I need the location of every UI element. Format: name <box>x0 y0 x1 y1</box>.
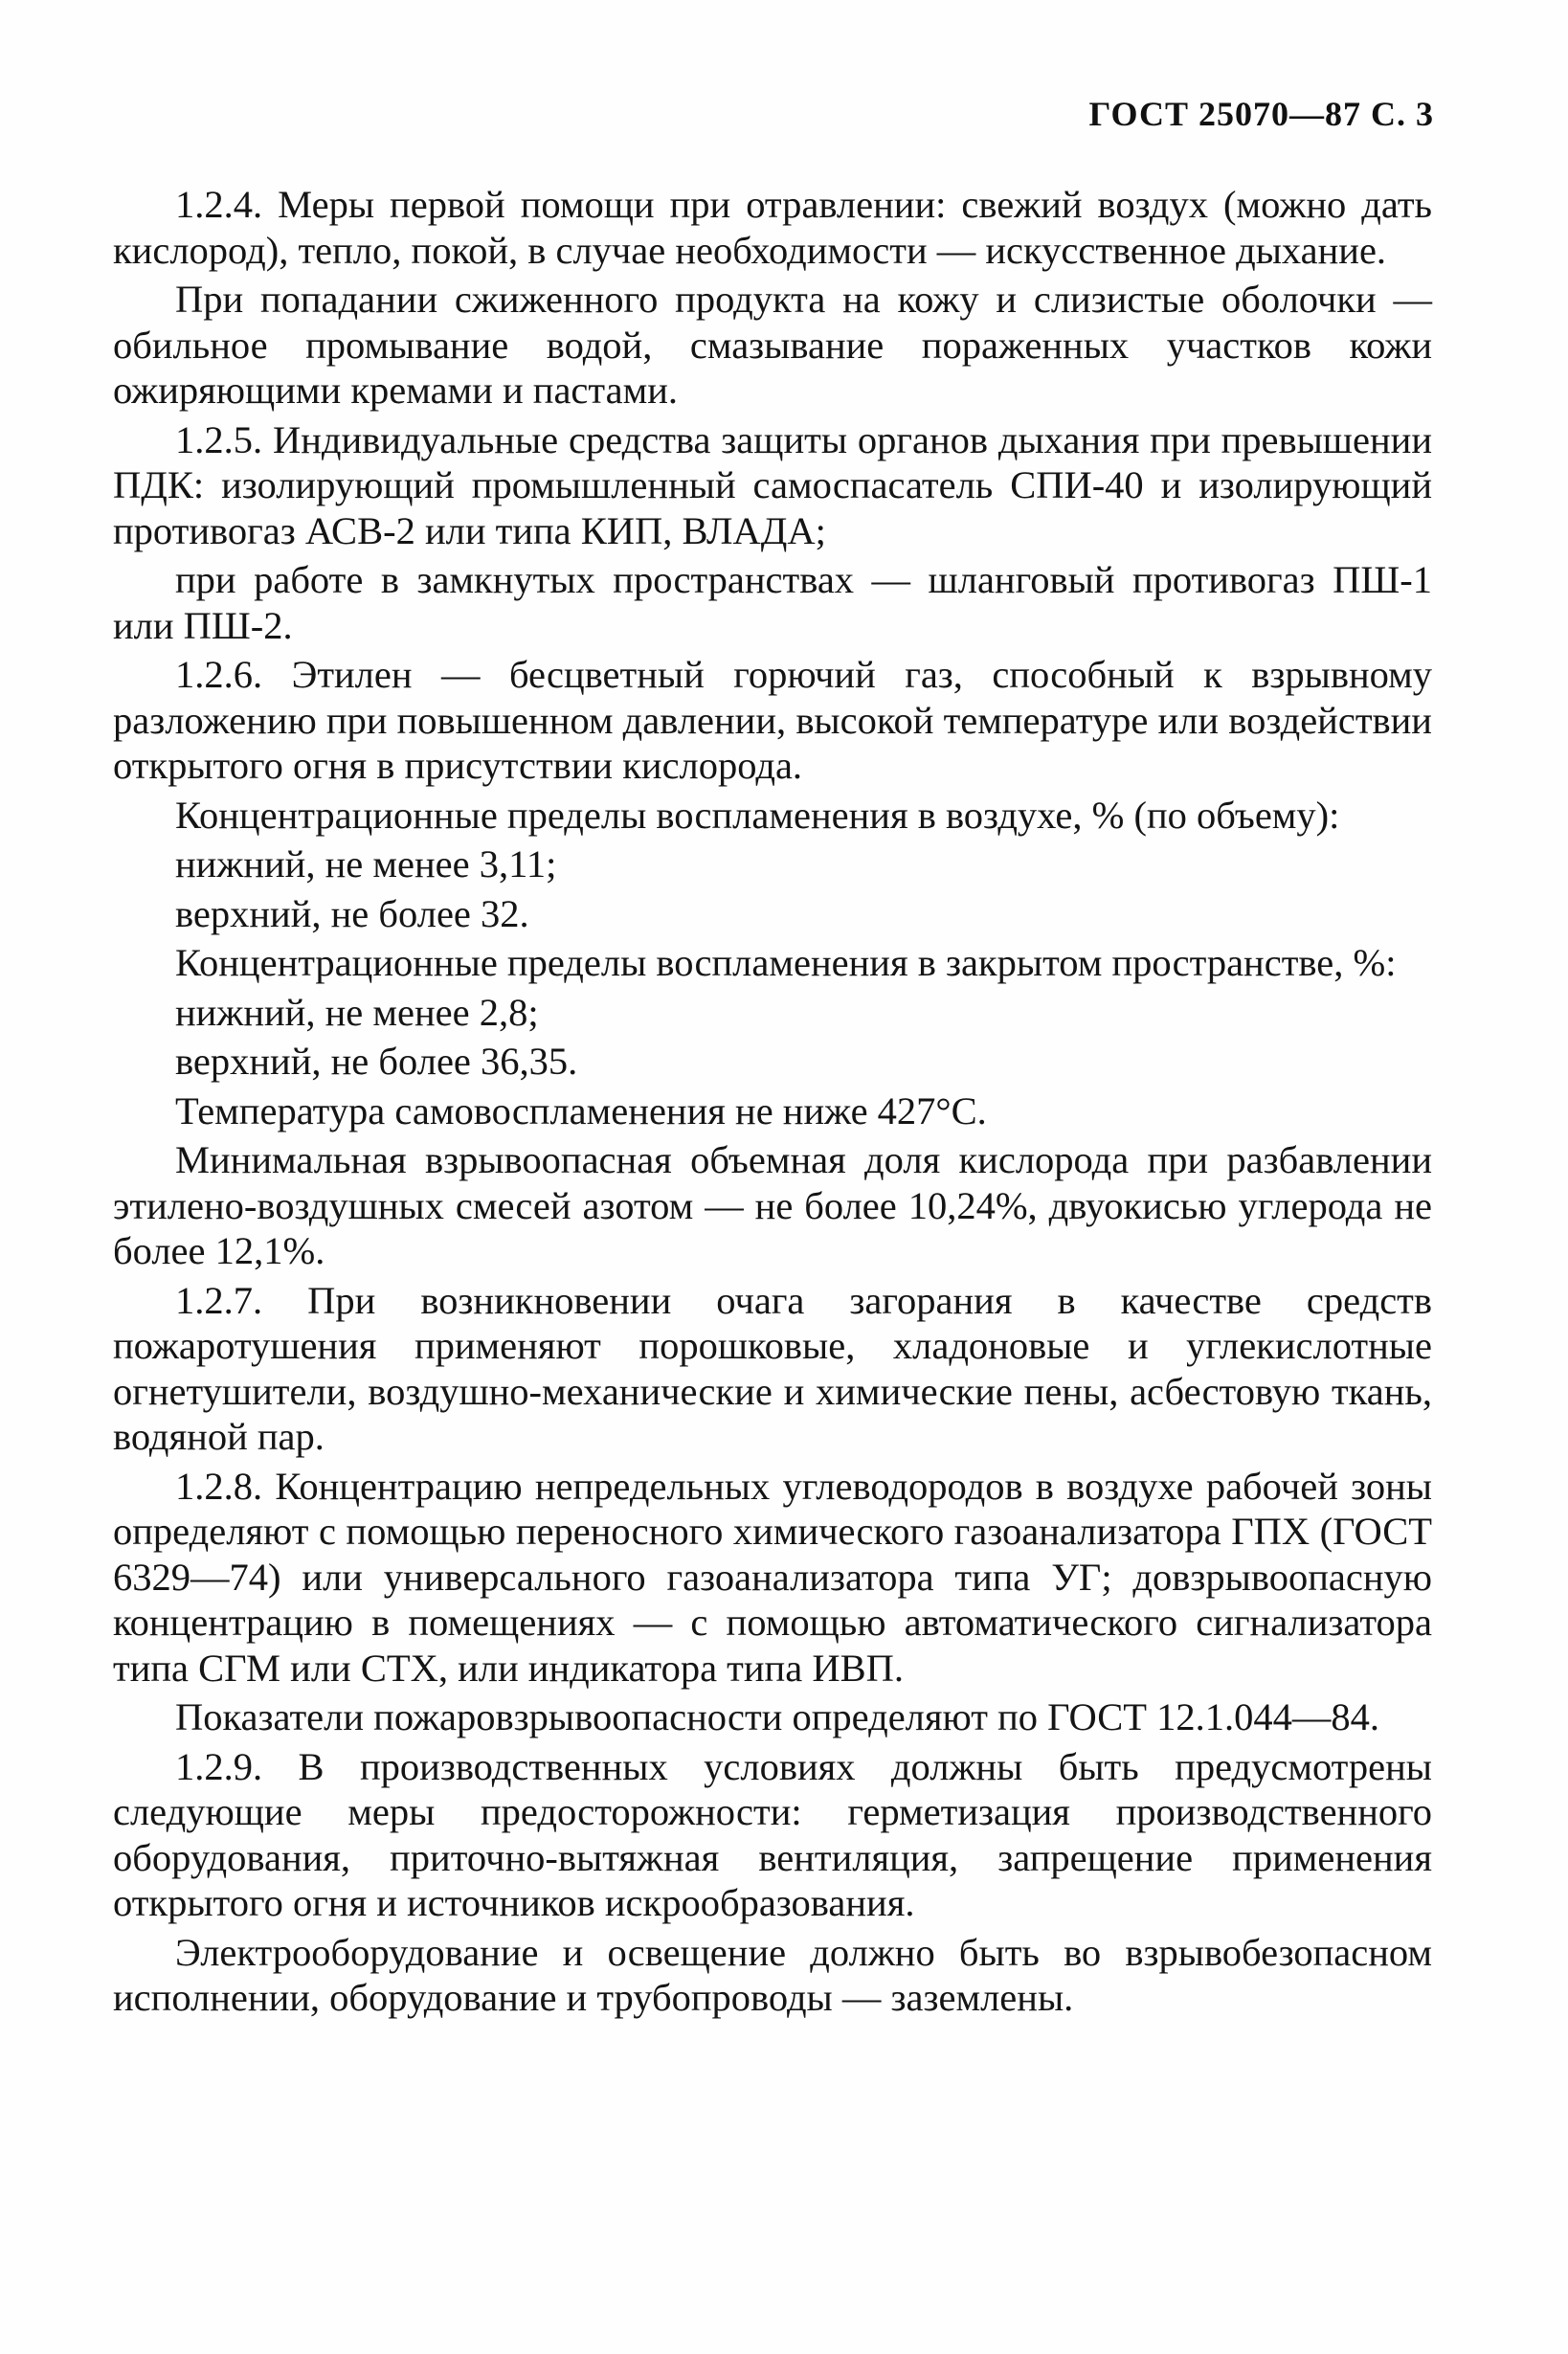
paragraph-flammability-limits-air: Концентрационные пределы воспламенения в воздухе, % (по объему): <box>175 793 1340 837</box>
paragraph-enclosed-spaces: при работе в замкнутых пространствах — шланговый противогаз ПШ-1 или ПШ-2. <box>113 558 1432 647</box>
paragraph-lower-limit-air: нижний, не менее 3,11; <box>175 842 557 886</box>
paragraph-1-2-6: 1.2.6. Этилен — бесцветный горючий газ, способный к взрывному разложению при повышенном давлении, высокой температуре или воздействии открытого огня в присутствии кислорода. <box>113 653 1432 787</box>
paragraph-electrical-equipment: Электрооборудование и освещение должно быть во взрывобезопасном исполнении, оборудование и трубопроводы — заземлены. <box>113 1930 1432 2019</box>
paragraph-1-2-7: 1.2.7. При возникновении очага загорания в качестве средств пожаротушения применяют порошковые, хладоновые и углекислотные огнетушители, воздушно-механические и химические пены, асбестовую ткань, водяной пар. <box>113 1278 1432 1458</box>
paragraph-1-2-5: 1.2.5. Индивидуальные средства защиты органов дыхания при превышении ПДК: изолирующий промышленный самоспасатель СПИ-40 и изолирующий противогаз АСВ-2 или типа КИП, ВЛАДА; <box>113 417 1432 552</box>
paragraph-skin-contact: При попадании сжиженного продукта на кожу и слизистые оболочки — обильное промывание водой, смазывание пораженных участков кожи ожиряющими кремами и пастами. <box>113 278 1432 412</box>
paragraph-upper-limit-closed: верхний, не более 36,35. <box>175 1040 578 1083</box>
paragraph-lower-limit-closed: нижний, не менее 2,8; <box>175 990 539 1034</box>
running-header: ГОСТ 25070—87 С. 3 <box>1088 95 1434 133</box>
paragraph-fire-indicators: Показатели пожаровзрывоопасности определяют по ГОСТ 12.1.044—84. <box>175 1695 1380 1738</box>
paragraph-flammability-limits-closed: Концентрационные пределы воспламенения в закрытом пространстве, %: <box>175 941 1397 984</box>
paragraph-1-2-8: 1.2.8. Концентрацию непредельных углеводородов в воздухе рабочей зоны определяют с помощью переносного химического газоанализатора ГПХ (ГОСТ 6329—74) или универсального газоанализатора типа УГ; довзрывоопасную концентрацию в помещениях — с помощью автоматического сигнализатора типа СГМ или СТХ, или индикатора типа ИВП. <box>113 1464 1432 1690</box>
paragraph-autoignition: Температура самовоспламенения не ниже 427°С. <box>175 1088 987 1132</box>
paragraph-upper-limit-air: верхний, не более 32. <box>175 891 529 935</box>
paragraph-oxygen-fraction: Минимальная взрывоопасная объемная доля кислорода при разбавлении этилено-воздушных смесей азотом — не более 10,24%, двуокисью углерода не более 12,1%. <box>113 1138 1432 1272</box>
paragraph-1-2-4: 1.2.4. Меры первой помощи при отравлении: свежий воздух (можно дать кислород), тепло, покой, в случае необходимости — искусственное дыхание. <box>113 183 1432 272</box>
paragraph-1-2-9: 1.2.9. В производственных условиях должны быть предусмотрены следующие меры предосторожности: герметизация производственного оборудования, приточно-вытяжная вентиляция, запрещение применения открытого огня и источников искрообразования. <box>113 1744 1432 1924</box>
body-text <box>113 182 1432 2025</box>
